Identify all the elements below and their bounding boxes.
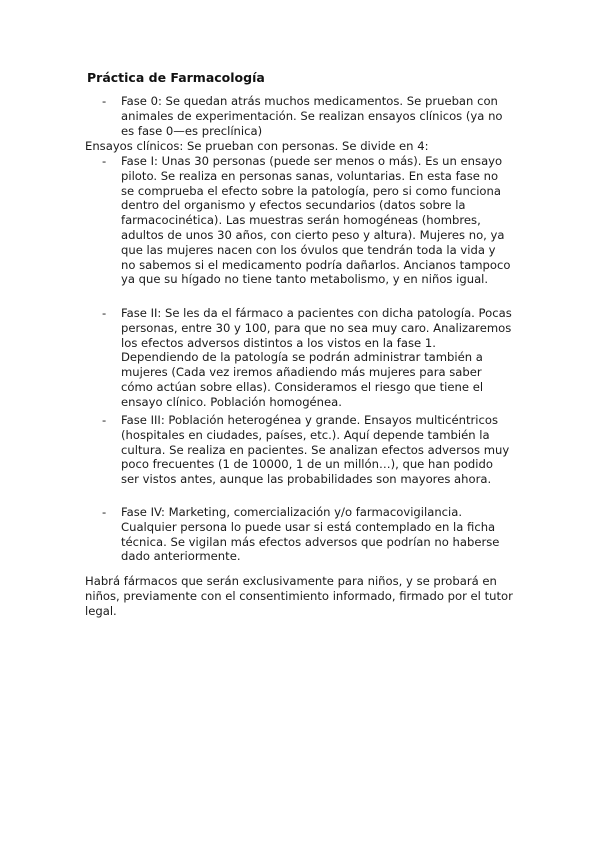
bullet-dash: - (102, 154, 107, 168)
bullet-dash: - (102, 306, 107, 320)
list-item-phase-0 (102, 94, 513, 138)
bullet-dash: - (102, 94, 107, 108)
document-title: Práctica de Farmacología (87, 70, 265, 85)
list-item-phase-4 (102, 505, 513, 564)
phase-1-text: Fase I: Unas 30 personas (puede ser menos o más). Es un ensayo piloto. Se realiza en personas sanas, voluntarias. En esta fase no se comprueba el efecto sobre la patología, pero si como funciona dentro del organismo y efectos secundarios (datos sobre la farmacocinética). Las muestras serán homogéneas (hombres, adultos de unos 30 años, con cierto peso y altura). Mujeres no, ya que las mujeres nacen con los óvulos que tendrán toda la vida y no sabemos si el medicamento podría dañarlos. Ancianos tampoco ya que su hígado no tiene tanto metabolismo, y en niños igual. (121, 154, 511, 287)
clinical-trials-intro: Ensayos clínicos: Se prueban con personas. Se divide en 4: (85, 139, 429, 153)
list-item-phase-3 (102, 413, 513, 487)
list-item-phase-1 (102, 154, 513, 287)
phase-0-text: Fase 0: Se quedan atrás muchos medicamentos. Se prueban con animales de experimentación. Se realizan ensayos clínicos (ya no es fase 0—es preclínica) (121, 94, 503, 138)
bullet-dash: - (102, 505, 107, 519)
closing-paragraph: Habrá fármacos que serán exclusivamente para niños, y se probará en niños, previamente con el consentimiento informado, firmado por el tutor legal. (85, 574, 513, 618)
phase-3-text: Fase III: Población heterogénea y grande. Ensayos multicéntricos (hospitales en ciudades, países, etc.). Aquí depende también la cultura. Se realiza en pacientes. Se analizan efectos adversos muy poco frecuentes (1 de 10000, 1 de un millón…), que han podido ser vistos antes, aunque las probabilidades son mayores ahora. (121, 413, 510, 487)
list-item-phase-2 (102, 306, 513, 410)
phase-2-text: Fase II: Se les da el fármaco a pacientes con dicha patología. Pocas personas, entre 30 y 100, para que no sea muy caro. Analizaremos los efectos adversos distintos a los vistos en la fase 1. Dependiendo de la patología se podrán administrar también a mujeres (Cada vez iremos añadiendo más mujeres para saber cómo actúan sobre ellas). Consideramos el riesgo que tiene el ensayo clínico. Población homogénea. (121, 306, 512, 409)
bullet-dash: - (102, 413, 107, 427)
phase-4-text: Fase IV: Marketing, comercialización y/o farmacovigilancia. Cualquier persona lo puede usar si está contemplado en la ficha técnica. Se vigilan más efectos adversos que podrían no haberse dado anteriormente. (121, 505, 500, 564)
